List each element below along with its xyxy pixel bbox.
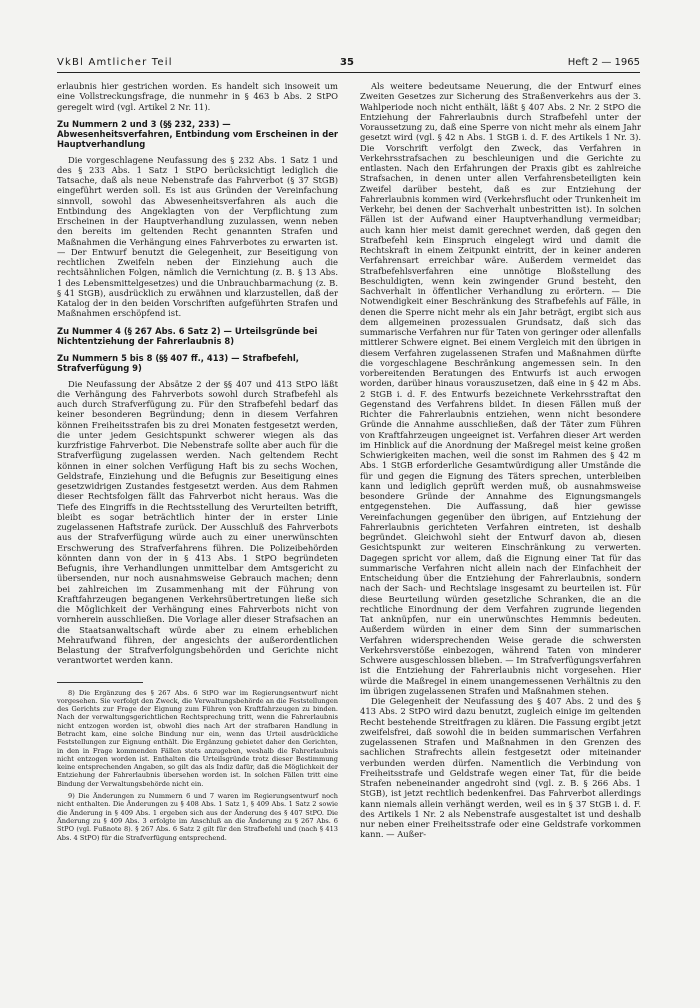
header-rule: [57, 72, 640, 73]
body-paragraph: Die Neufassung der Absätze 2 der §§ 407 und 413 StPO läßt die Verhängung des Fahrverbots sowohl durch Strafbefehl als auch durch Strafverfügung zu. Für den Strafbefehl bedarf das keiner besonderen Begründung; denn in diesem Verfahren können Freiheitsstrafen bis zu drei Monaten festgesetzt werden, die unter jedem Gesichtspunkt schwerer wiegen als das kurzfristige Fahrverbot. Die Nebenstrafe sollte aber auch für die Strafverfügung zugelassen werden. Nach geltendem Recht können in einer solchen Verfügung Haft bis zu sechs Wochen, Geldstrafe, Einziehung und die Befugnis zur Beseitigung eines gesetzwidrigen Zustandes festgesetzt werden. Aus dem Rahmen dieser Rechtsfolgen fällt das Fahrverbot nicht heraus. Was die Tiefe des Eingriffs in die Rechtsstellung des Verurteilten betrifft, bleibt es sogar beträchtlich hinter der in erster Linie zugelassenen Haftstrafe zurück. Der Ausschluß des Fahrverbots aus der Strafverfügung würde auch zu einer unerwünschten Erschwerung des Strafverfahrens führen. Die Polizeibehörden könnten dann von der in § 413 Abs. 1 StPO begründeten Befugnis, ihre Verhandlungen unmittelbar dem Amtsgericht zu übersenden, nur noch ausnahmsweise Gebrauch machen; denn bei zahlreichen im Zusammenhang mit der Führung von Kraftfahrzeugen begangenen Verkehrsübertretungen ließe sich die Möglichkeit der Verhängung eines Fahrverbots nicht von vornherein ausschließen. Die Vorlage aller dieser Strafsachen an die Staatsanwaltschaft würde aber zu einem erheblichen Mehraufwand führen, der angesichts der außerordentlichen Belastung der Strafverfolgungsbehörden und Gerichte nicht verantwortet werden kann.: [57, 378, 338, 666]
page-header: [57, 57, 640, 71]
section-heading: Zu Nummer 4 (§ 267 Abs. 6 Satz 2) — Urteilsgründe bei Nichtentziehung der Fahrerlaubnis 8): [57, 325, 318, 346]
journal-title: VkBl Amtlicher Teil: [57, 57, 173, 68]
body-paragraph: Als weitere bedeutsame Neuerung, die der Entwurf eines Zweiten Gesetzes zur Sicherung des Straßenverkehrs aus der 3. Wahlperiode noch nicht enthält, läßt § 407 Abs. 2 Nr. 2 StPO die Entziehung der Fahrerlaubnis durch Strafbefehl unter der Voraussetzung zu, daß eine Sperre von nicht mehr als einem Jahr gesetzt wird (vgl. § 42 n Abs. 1 StGB i. d. F. des Artikels 1 Nr. 3). Die Vorschrift verfolgt den Zweck, das Verfahren in Verkehrsstrafsachen zu beschleunigen und die Gerichte zu entlasten. Nach den Erfahrungen der Praxis gibt es zahlreiche Strafsachen, in denen unter allen Verfahrensbeteiligten kein Zweifel darüber besteht, daß es zur Entziehung der Fahrerlaubnis kommen wird (Verkehrsflucht oder Trunkenheit im Verkehr, bei denen der Sachverhalt unbestritten ist). In solchen Fällen ist der Aufwand einer Hauptverhandlung vermeidbar; auch kann hier meist damit gerechnet werden, daß gegen den Strafbefehl kein Einspruch eingelegt wird und damit die Rechtskraft in einem Zeitpunkt eintritt, der in keiner anderen Verfahrensart erreichbar wäre. Außerdem vermeidet das Strafbefehlsverfahren eine unnötige Bloßstellung des Beschuldigten, wenn kein zwingender Grund besteht, den Sachverhalt in öffentlicher Verhandlung zu erörtern. — Die Notwendigkeit einer Beschränkung des Strafbefehls auf Fälle, in denen die Sperre nicht mehr als ein Jahr beträgt, ergibt sich aus dem allgemeinen prozessualen Grundsatz, daß sich das summarische Verfahren nur für Taten von geringer oder allenfalls mittlerer Schwere eignet. Bei einem Vergleich mit den übrigen in diesem Verfahren zugelassenen Strafen und Maßnahmen dürfte die vorgeschlagene Beschränkung angemessen sein. In den vorbereitenden Beratungen des Entwurfs ist auch erwogen worden, darüber hinaus vorauszusetzen, daß eine in § 42 m Abs. 2 StGB i. d. F. des Entwurfs bezeichnete Verkehrsstraftat den Gegenstand des Verfahrens bildet. In diesen Fällen muß der Richter die Fahrerlaubnis entziehen, wenn nicht besondere Gründe die Annahme ausschließen, daß der Täter zum Führen von Kraftfahrzeugen ungeeignet ist. Verfahren dieser Art werden im Hinblick auf die Anordnung der Maßregel meist keine großen Schwierigkeiten machen, weil die sonst im Rahmen des § 42 m Abs. 1 StGB erforderliche Gesamtwürdigung aller Umstände die für und gegen die Eignung des Täters sprechen, unterbleiben kann und lediglich geprüft werden muß, ob ausnahmsweise besondere Gründe der Annahme des Eignungsmangels entgegenstehen. Die Auffassung, daß hier gewisse Vereinfachungen gegenüber den übrigen, auf Entziehung der Fahrerlaubnis gerichteten Verfahren eintreten, ist deshalb begründet. Gleichwohl sieht der Entwurf davon ab, diesen Gesichtspunkt zur weiteren Einschränkung zu verwerten. Dagegen spricht vor allem, daß die Eignung einer Tat für das summarische Verfahren nicht allein nach der Einfachheit der Entscheidung über die Entziehung der Fahrerlaubnis, sondern nach der Sach- und Rechtslage insgesamt zu beurteilen ist. Für diese Beurteilung würden gesetzliche Schranken, die an die rechtliche Einordnung der dem Verfahren zugrunde liegenden Tat anknüpfen, nur ein unerwünschtes Hemmnis bedeuten. Außerdem würden in einer dem Sinn der summarischen Verfahren widersprechenden Weise gerade die schwersten Verkehrsverstöße einbezogen, während Taten von minderer Schwere ausgeschlossen blieben. — Im Strafverfügungsverfahren ist die Entziehung der Fahrerlaubnis nicht vorgesehen. Hier würde die Maßregel in einem unangemessenen Verhältnis zu den im übrigen zugelassenen Strafen und Maßnahmen stehen.: [360, 81, 641, 696]
footnote: 9) Die Änderungen zu Nummern 6 und 7 waren im Regierungsentwurf noch nicht enthalten. Die Änderungen zu § 408 Abs. 1 Satz 1, § 409 Abs. 1 Satz 2 sowie die Änderung in § 409 Abs. 1 ergeben sich aus der Änderung des § 407 StPO. Die Änderung zu § 409 Abs. 3 erfolgte im Anschluß an die Änderung zu § 267 Abs. 6 StPO (vgl. Fußnote 8). § 267 Abs. 6 Satz 2 gilt für den Strafbefehl und (nach § 413 Abs. 4 StPO) für die Strafverfügung entsprechend.: [57, 792, 338, 842]
issue-label: Heft 2 — 1965: [567, 57, 640, 68]
section-heading: Zu Nummern 5 bis 8 (§§ 407 ff., 413) — Strafbefehl, Strafverfügung 9): [57, 353, 299, 374]
body-paragraph: Die Gelegenheit der Neufassung des § 407 Abs. 2 und des § 413 Abs. 2 StPO wird dazu benutzt, zugleich einige im geltenden Recht bestehende Streitfragen zu klären. Die Fassung ergibt jetzt zweifelsfrei, daß sowohl die in beiden summarischen Verfahren zugelassenen Strafen und Maßnahmen in den Grenzen des sachlichen Strafrechts allein festgesetzt oder miteinander verbunden werden dürfen. Namentlich die Verbindung von Freiheitsstrafe und Geldstrafe wegen einer Tat, für die beide Strafen nebeneinander angedroht sind (vgl. z. B. § 266 Abs. 1 StGB), ist jetzt rechtlich bedenkenfrei. Das Fahrverbot allerdings kann niemals allein verhängt werden, weil es in § 37 StGB i. d. F. des Artikels 1 Nr. 2 als Nebenstrafe ausgestaltet ist und deshalb nur neben einer Freiheitsstrafe oder eine Geldstrafe vorkommen kann. — Außer-: [360, 696, 641, 840]
intro-paragraph: erlaubnis hier gestrichen worden. Es handelt sich insoweit um eine Vollstreckungsfrage, die nunmehr in § 463 b Abs. 2 StPO geregelt wird (vgl. Artikel 2 Nr. 11).: [57, 81, 338, 112]
left-column: [57, 81, 338, 842]
footnote: 8) Die Ergänzung des § 267 Abs. 6 StPO war im Regierungsentwurf nicht vorgesehen. Sie verfolgt den Zweck, die Verwaltungsbehörde an die Feststellungen des Gerichts zur Frage der Eignung zum Führen von Kraftfahrzeugen zu binden. Nach der verwaltungsgerichtlichen Rechtsprechung tritt, wenn die Fahrerlaubnis nicht entzogen worden ist, obwohl dies nach Art der strafbaren Handlung in Betracht kam, eine solche Bindung nur ein, wenn das Urteil ausdrückliche Feststellungen zur Eignung enthält. Die Ergänzung gebietet daher den Gerichten, in den in Frage kommenden Fällen stets anzugeben, weshalb die Fahrerlaubnis nicht entzogen worden ist. Enthalten die Urteilsgründe trotz dieser Bestimmung keine entsprechenden Angaben, so gilt das als Indiz dafür, daß die Möglichkeit der Entziehung der Fahrerlaubnis übersehen worden ist. In solchen Fällen tritt eine Bindung der Verwaltungsbehörde nicht ein.: [57, 688, 338, 788]
page-number: 35: [340, 57, 354, 68]
right-column: [360, 81, 641, 840]
footnote-rule: [57, 682, 143, 683]
section-heading: Zu Nummern 2 und 3 (§§ 232, 233) — Abwesenheitsverfahren, Entbindung vom Erscheinen in der Hauptverhandlung: [57, 118, 339, 150]
body-paragraph: Die vorgeschlagene Neufassung des § 232 Abs. 1 Satz 1 und des § 233 Abs. 1 Satz 1 StPO berücksichtigt lediglich die Tatsache, daß als neue Nebenstrafe das Fahrverbot (§ 37 StGB) eingeführt werden soll. Es ist aus Gründen der Vereinfachung sinnvoll, sowohl das Abwesenheitsverfahren als auch die Entbindung des Angeklagten von der Verpflichtung zum Erscheinen in der Hauptverhandlung zuzulassen, wenn neben den bereits im geltenden Recht genannten Strafen und Maßnahmen die Verhängung eines Fahrverbotes zu erwarten ist. — Der Entwurf benutzt die Gelegenheit, zur Beseitigung von rechtlichen Zweifeln neben der Einziehung auch die rechtsähnlichen Folgen, nämlich die Vernichtung (z. B. § 13 Abs. 1 des Lebensmittelgesetzes) und die Unbrauchbarmachung (z. B. § 41 StGB), ausdrücklich zu erwähnen und klarzustellen, daß der Katalog der in den beiden Vorschriften aufgeführten Strafen und Maßnahmen erschöpfend ist.: [57, 154, 338, 319]
